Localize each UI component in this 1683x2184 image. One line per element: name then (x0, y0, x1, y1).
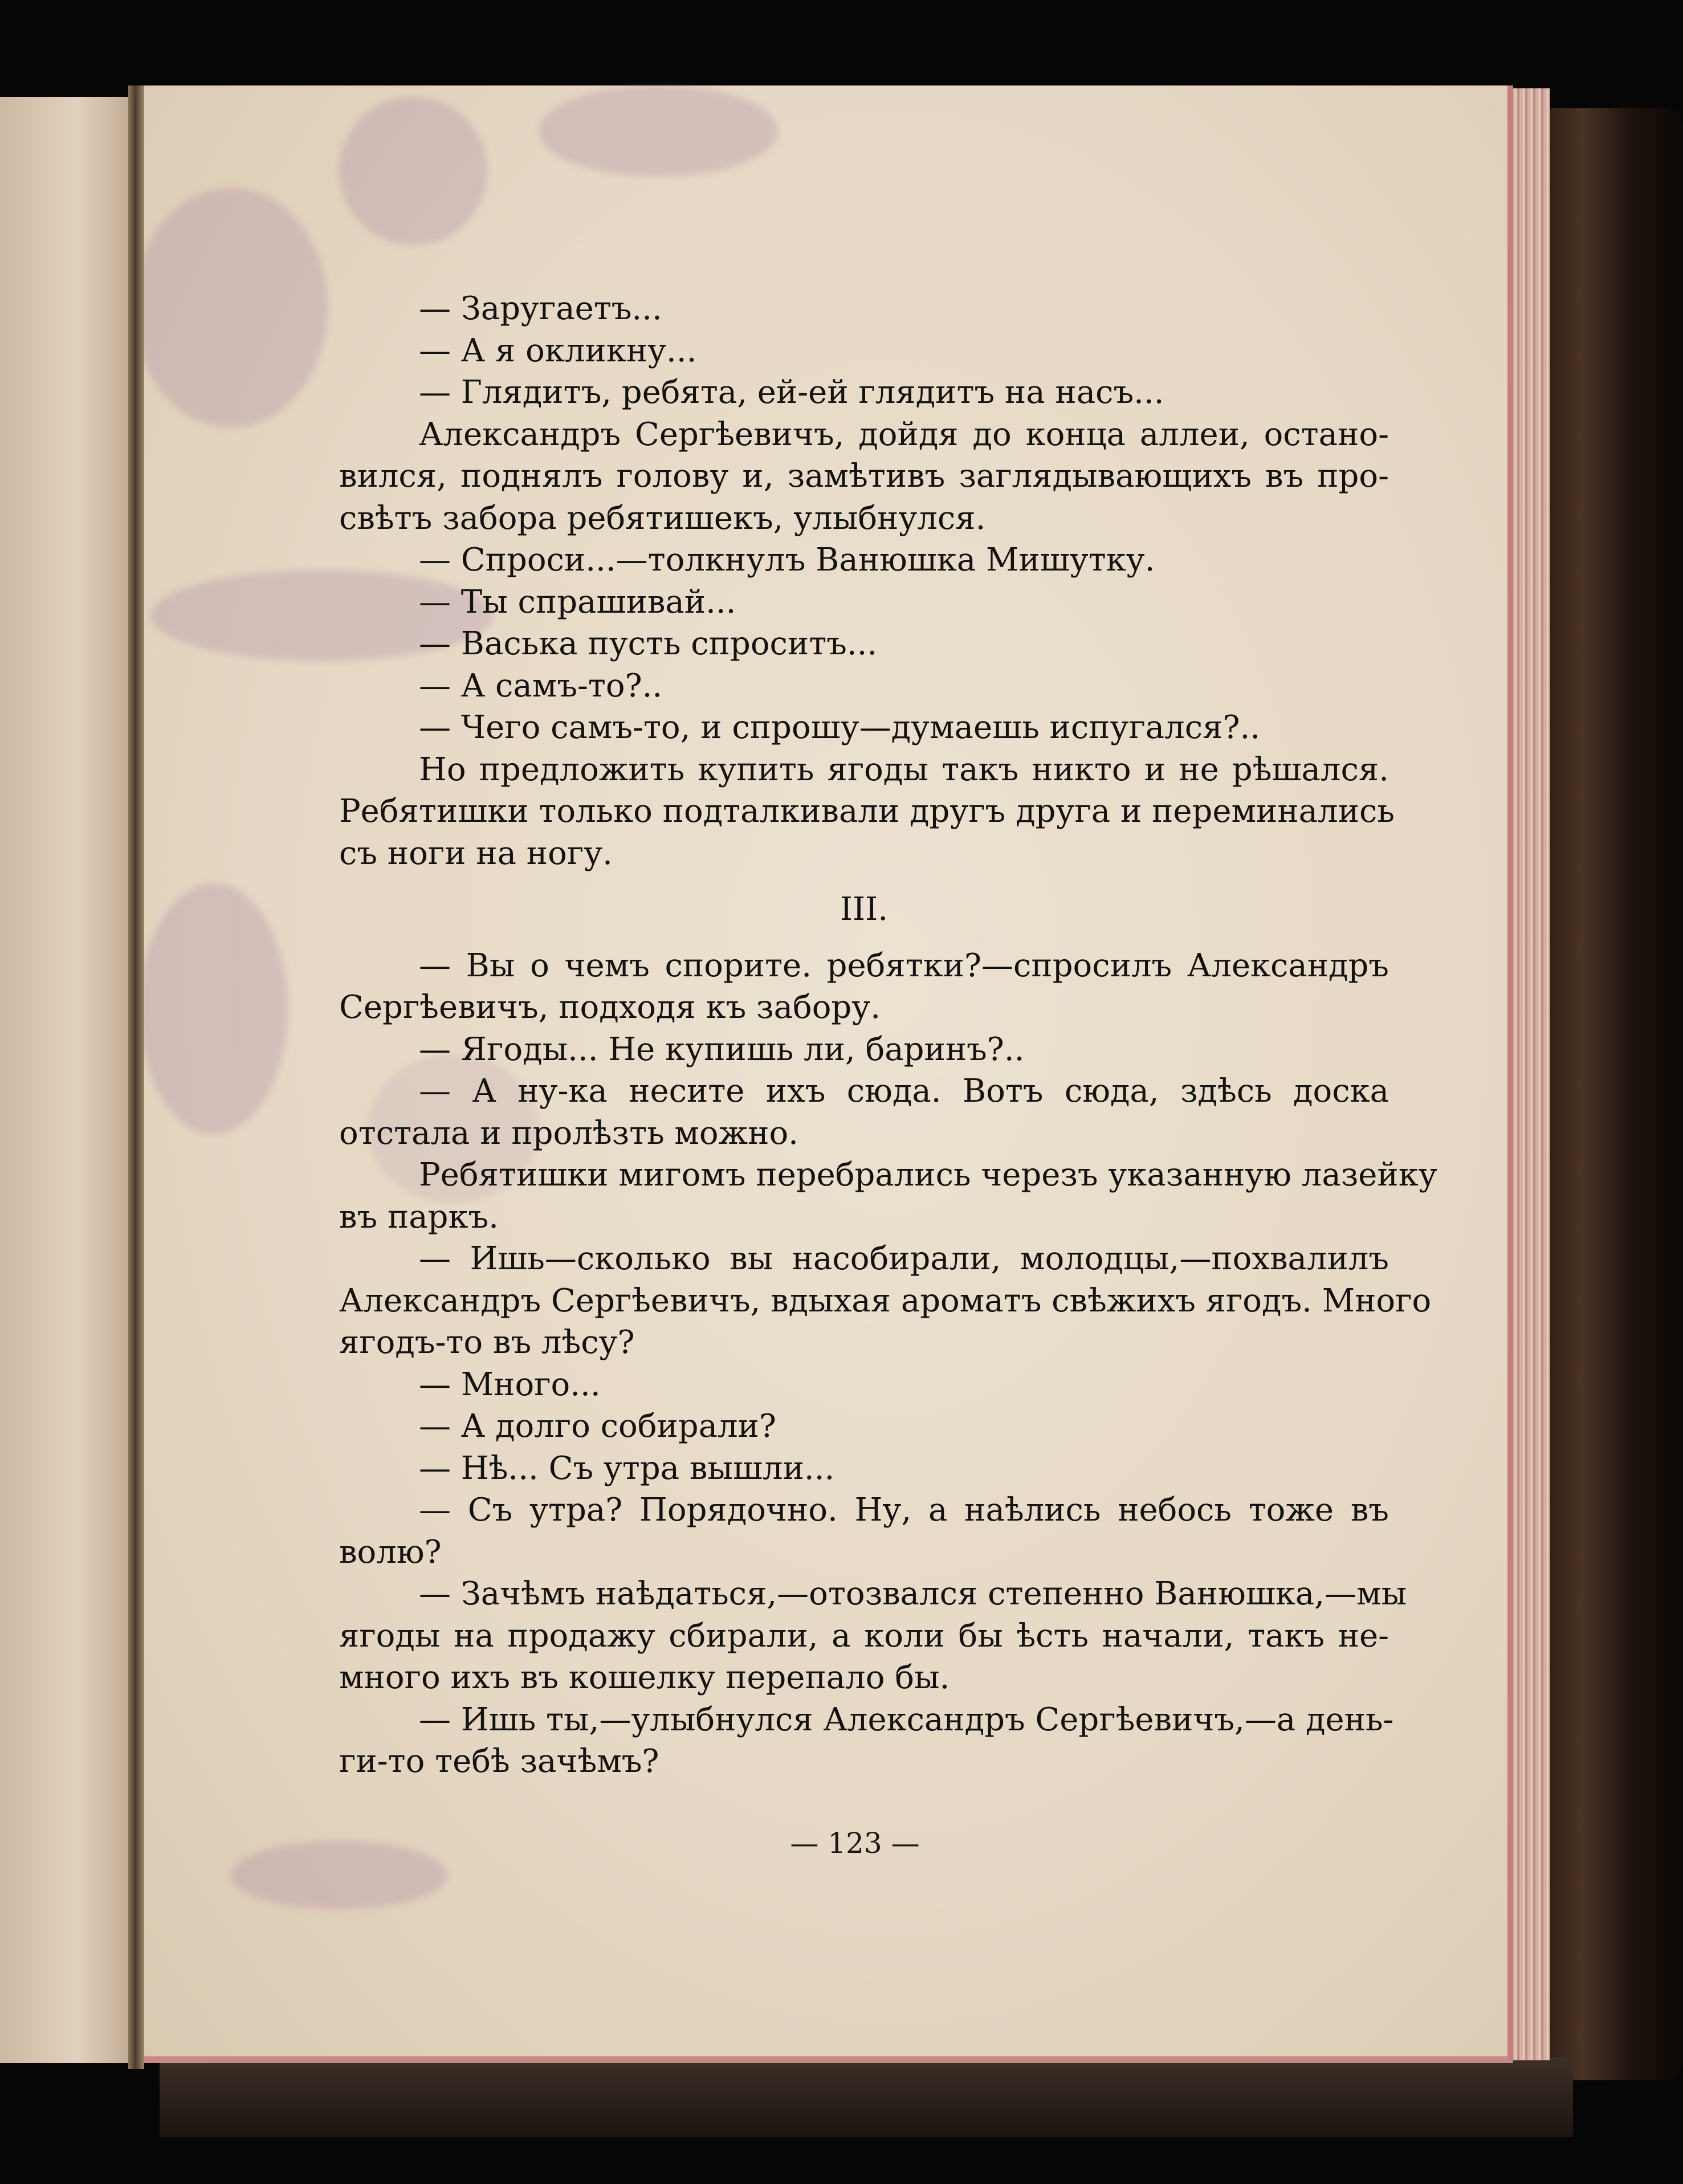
text-line: — А долго собирали? (419, 1408, 776, 1445)
text-line: — Вы о чемъ спорите. ребятки?—спросилъ Александръ (419, 947, 1389, 984)
text-line: съ ноги на ногу. (339, 834, 613, 872)
stain (134, 188, 328, 427)
text-line: — Много... (419, 1366, 601, 1403)
text-line: много ихъ въ кошелку перепало бы. (339, 1659, 950, 1696)
text-line: свѣтъ забора ребятишекъ, улыбнулся. (339, 499, 986, 537)
text-line: ягоды на продажу сбирали, а коли бы ѣсть начали, такъ не- (339, 1617, 1389, 1655)
book-gutter (128, 85, 144, 2069)
text-line: — Ты спрашивай... (419, 583, 736, 621)
chapter-heading: III. (840, 891, 889, 928)
text-line: — Ишь—сколько вы насобирали, молодцы,—похвалилъ (419, 1240, 1389, 1277)
text-line: — Спроси...—толкнулъ Ванюшка Мишутку. (419, 541, 1155, 578)
text-line: — Васька пусть спроситъ... (419, 625, 878, 662)
left-page-sliver (0, 97, 140, 2063)
stain (539, 85, 778, 177)
text-line: — А ну-ка несите ихъ сюда. Вотъ сюда, здѣсь доска (419, 1073, 1389, 1110)
text-line: — Ягоды... Не купишь ли, баринъ?.. (419, 1030, 1025, 1068)
text-line: — Чего самъ-то, и спрошу—думаешь испугался?.. (419, 709, 1261, 746)
text-line: — Съ утра? Порядочно. Ну, а наѣлись небось тоже въ (419, 1492, 1389, 1529)
page-number: — 123 — (790, 1827, 920, 1860)
text-line: — Заругаетъ... (419, 290, 662, 327)
text-line: отстала и пролѣзть можно. (339, 1114, 798, 1152)
text-line: Но предложить купить ягоды такъ никто и не рѣшался. (419, 751, 1389, 788)
text-line: — А я окликну... (419, 332, 697, 369)
book-cover-edge (160, 2057, 1573, 2137)
text-line: Ребятишки только подталкивали другъ друга и переминались (339, 793, 1395, 830)
stain (140, 883, 288, 1134)
stain (231, 1841, 447, 1909)
page-text (339, 288, 1437, 1783)
text-line: Александръ Сергѣевичъ, вдыхая ароматъ свѣжихъ ягодъ. Много (339, 1282, 1432, 1319)
text-line: — Ишь ты,—улыбнулся Александръ Сергѣевичъ,—а день- (419, 1701, 1394, 1738)
stain (339, 97, 487, 245)
text-line: — Нѣ... Съ утра вышли... (419, 1449, 835, 1487)
text-line: волю? (339, 1533, 442, 1571)
text-line: въ паркъ. (339, 1198, 499, 1236)
book-binding (1539, 108, 1683, 2080)
text-line: ги-то тебѣ зачѣмъ? (339, 1743, 659, 1780)
text-line: Ребятишки мигомъ перебрались черезъ указанную лазейку (419, 1156, 1437, 1193)
text-line: — А самъ-то?.. (419, 667, 663, 704)
text-line: — Зачѣмъ наѣдаться,—отозвался степенно Ванюшка,—мы (419, 1575, 1407, 1612)
text-line: вился, поднялъ голову и, замѣтивъ заглядывающихъ въ про- (339, 458, 1389, 495)
text-line: Александръ Сергѣевичъ, дойдя до конца аллеи, остано- (419, 415, 1389, 453)
text-line: Сергѣевичъ, подходя къ забору. (339, 989, 881, 1026)
text-line: — Глядитъ, ребята, ей-ей глядитъ на насъ... (419, 374, 1164, 411)
text-line: ягодъ-то въ лѣсу? (339, 1324, 635, 1361)
